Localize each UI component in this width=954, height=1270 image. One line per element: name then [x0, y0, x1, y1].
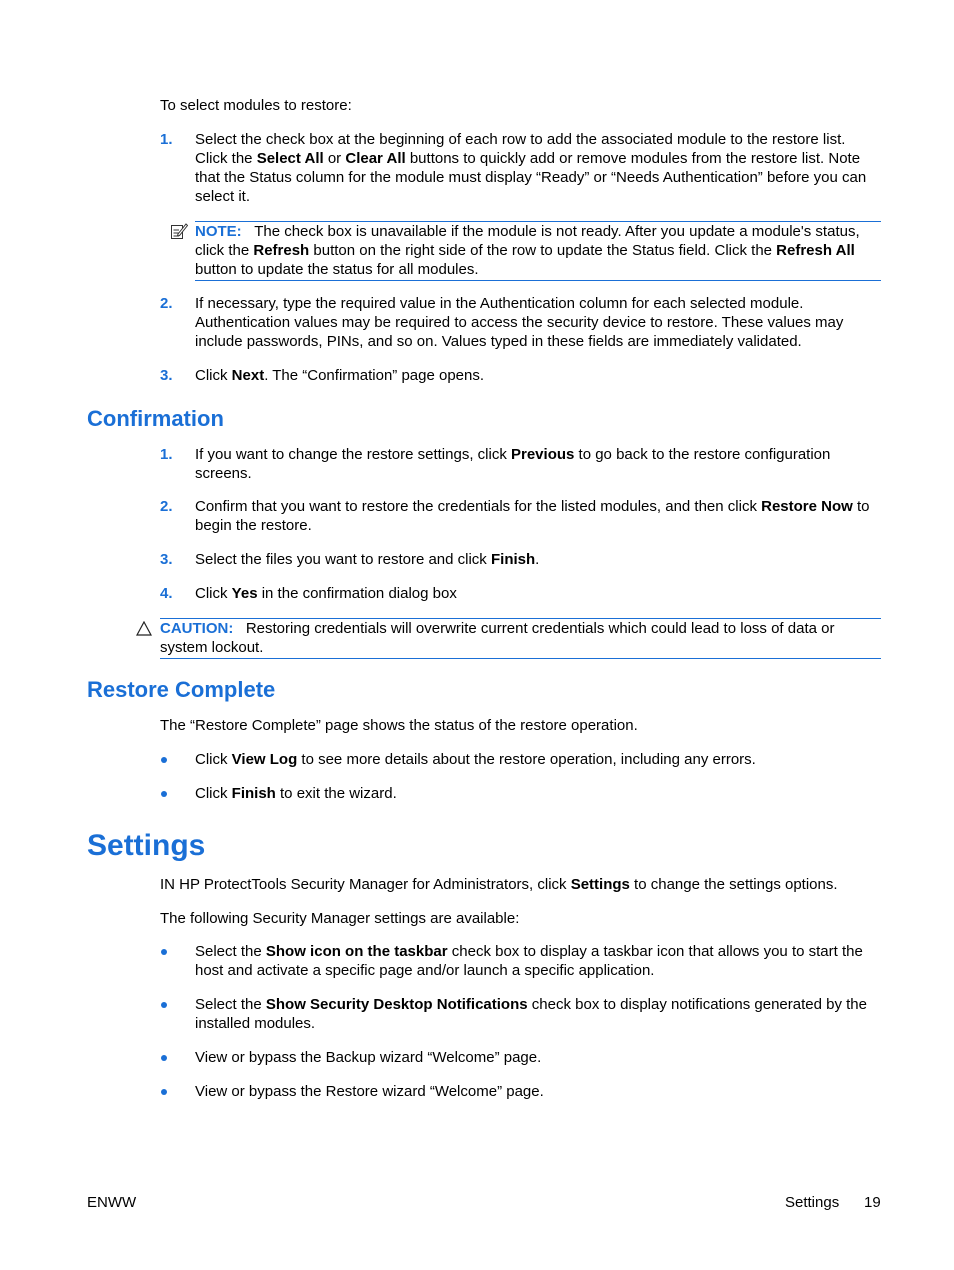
intro-text: To select modules to restore:	[160, 97, 352, 114]
step-text: Click Yes in the confirmation dialog box	[195, 585, 457, 602]
bullet-text: View or bypass the Backup wizard “Welcome” page.	[195, 1049, 542, 1066]
settings-heading: Settings	[87, 829, 206, 862]
restore-complete-intro: The “Restore Complete” page shows the status of the restore operation.	[160, 717, 638, 734]
step-text: Select the check box at the beginning of each row to add the associated module to the restore list. Click the Select All or Clear All buttons to quickly add or remove modules from the restore list. Note that the Status column for the module must display “Ready” or “Needs Authentication” before you can select it.	[195, 131, 867, 205]
settings-intro-2: The following Security Manager settings are available:	[160, 910, 520, 927]
page-number: 19	[864, 1194, 881, 1211]
bullet-icon	[161, 757, 167, 763]
step-number: 3.	[160, 551, 173, 568]
step-number: 1.	[160, 446, 173, 463]
step-text: Confirm that you want to restore the credentials for the listed modules, and then click Restore Now to begin the restore.	[195, 498, 870, 534]
note-box: NOTE: The check box is unavailable if the module is not ready. After you update a module's status, click the Refresh button on the right side of the row to update the Status field. Click the Refresh All button to update the status for all modules.	[195, 221, 881, 281]
step-number: 2.	[160, 498, 173, 515]
note-pencil-icon	[170, 222, 188, 240]
step-number: 3.	[160, 367, 173, 384]
caution-triangle-icon	[136, 621, 152, 636]
step-text: Select the files you want to restore and click Finish.	[195, 551, 540, 568]
restore-complete-heading: Restore Complete	[87, 677, 276, 702]
caution-box	[160, 618, 881, 659]
settings-intro: IN HP ProtectTools Security Manager for Administrators, click Settings to change the settings options.	[160, 876, 838, 893]
bullet-icon	[161, 791, 167, 797]
step-text: Click Next. The “Confirmation” page opens.	[195, 367, 485, 384]
footer-section: Settings	[785, 1194, 840, 1211]
step-number: 2.	[160, 295, 173, 312]
step-number: 4.	[160, 585, 173, 602]
bullet-icon	[161, 949, 167, 955]
bullet-text: View or bypass the Restore wizard “Welcome” page.	[195, 1083, 544, 1100]
caution-label: CAUTION:	[160, 620, 234, 637]
step-text: If you want to change the restore settings, click Previous to go back to the restore configuration screens.	[195, 446, 831, 482]
bullet-icon	[161, 1089, 167, 1095]
step-text: If necessary, type the required value in the Authentication column for each selected module. Authentication values may be required to access the security device to restore. These values may include passwords, PINs, and so on. Values typed in these fields are immediately validated.	[195, 295, 844, 350]
bullet-text: Click View Log to see more details about the restore operation, including any errors.	[195, 751, 756, 768]
bullet-text: Select the Show icon on the taskbar check box to display a taskbar icon that allows you to start the host and activate a specific page and/or launch a specific application.	[195, 943, 863, 979]
footer-left: ENWW	[87, 1194, 137, 1211]
confirmation-heading: Confirmation	[87, 406, 224, 431]
bullet-text: Click Finish to exit the wizard.	[195, 785, 397, 802]
note-label: NOTE:	[195, 223, 242, 240]
caution-text: Restoring credentials will overwrite current credentials which could lead to loss of data or system lockout.	[160, 620, 835, 656]
bullet-icon	[161, 1002, 167, 1008]
bullet-text: Select the Show Security Desktop Notifications check box to display notifications generated by the installed modules.	[195, 996, 867, 1032]
bullet-icon	[161, 1055, 167, 1061]
step-number: 1.	[160, 131, 173, 148]
